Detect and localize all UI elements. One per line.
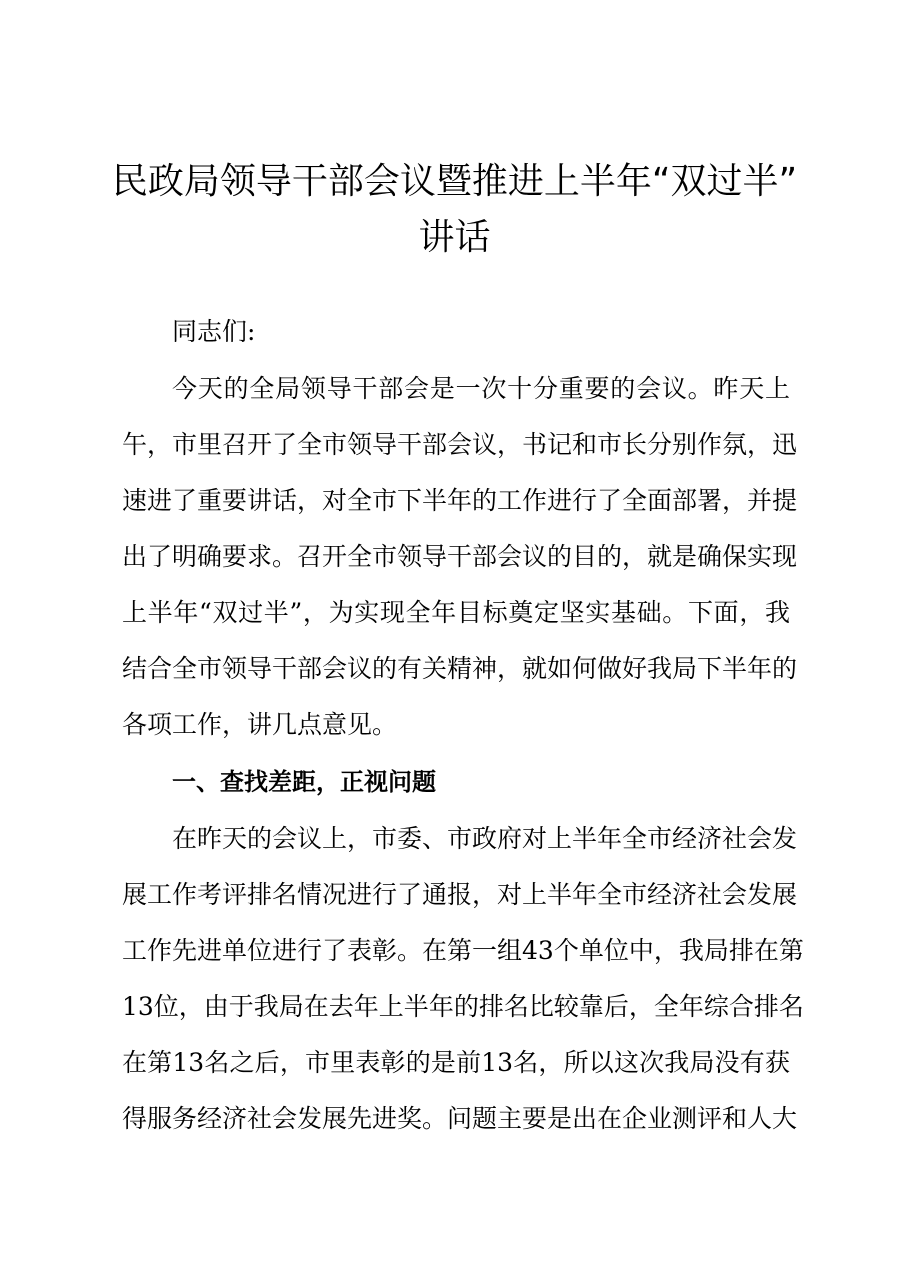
document-title-line-1: 民政局领导干部会议暨推进上半年“双过半” <box>111 161 798 202</box>
section-1-heading: 一、查找差距，正视问题 <box>172 768 436 796</box>
salutation: 同志们: <box>172 317 256 346</box>
paragraph-1-line: 结合全市领导干部会议的有关精神，就如何做好我局下半年的 <box>122 654 798 683</box>
document-title-line-2: 讲话 <box>418 217 491 258</box>
paragraph-1-line: 出了明确要求。召开全市领导干部会议的目的，就是确保实现 <box>122 542 798 571</box>
paragraph-2-line: 得服务经济社会发展先进奖。问题主要是出在企业测评和人大 <box>122 1104 798 1133</box>
paragraph-1-line: 上半年“双过半”，为实现全年目标奠定坚实基础。下面，我 <box>122 598 790 627</box>
paragraph-1-line: 速进了重要讲话，对全市下半年的工作进行了全面部署，并提 <box>122 486 798 515</box>
paragraph-2-line: 13位，由于我局在去年上半年的排名比较靠后，全年综合排名 <box>122 992 804 1021</box>
paragraph-1-line: 午，市里召开了全市领导干部会议，书记和市长分别作氛，迅 <box>122 430 798 459</box>
paragraph-1-line: 各项工作，讲几点意见。 <box>122 710 398 739</box>
paragraph-2-line: 工作先进单位进行了表彰。在第一组43个单位中，我局排在第 <box>122 936 804 965</box>
paragraph-1-line: 今天的全局领导干部会是一次十分重要的会议。昨天上 <box>172 374 790 403</box>
paragraph-2-line: 在昨天的会议上，市委、市政府对上半年全市经济社会发 <box>172 824 798 853</box>
paragraph-2-line: 展工作考评排名情况进行了通报，对上半年全市经济社会发展 <box>122 880 798 909</box>
paragraph-2-line: 在第13名之后，市里表彰的是前13名，所以这次我局没有获 <box>122 1048 790 1077</box>
